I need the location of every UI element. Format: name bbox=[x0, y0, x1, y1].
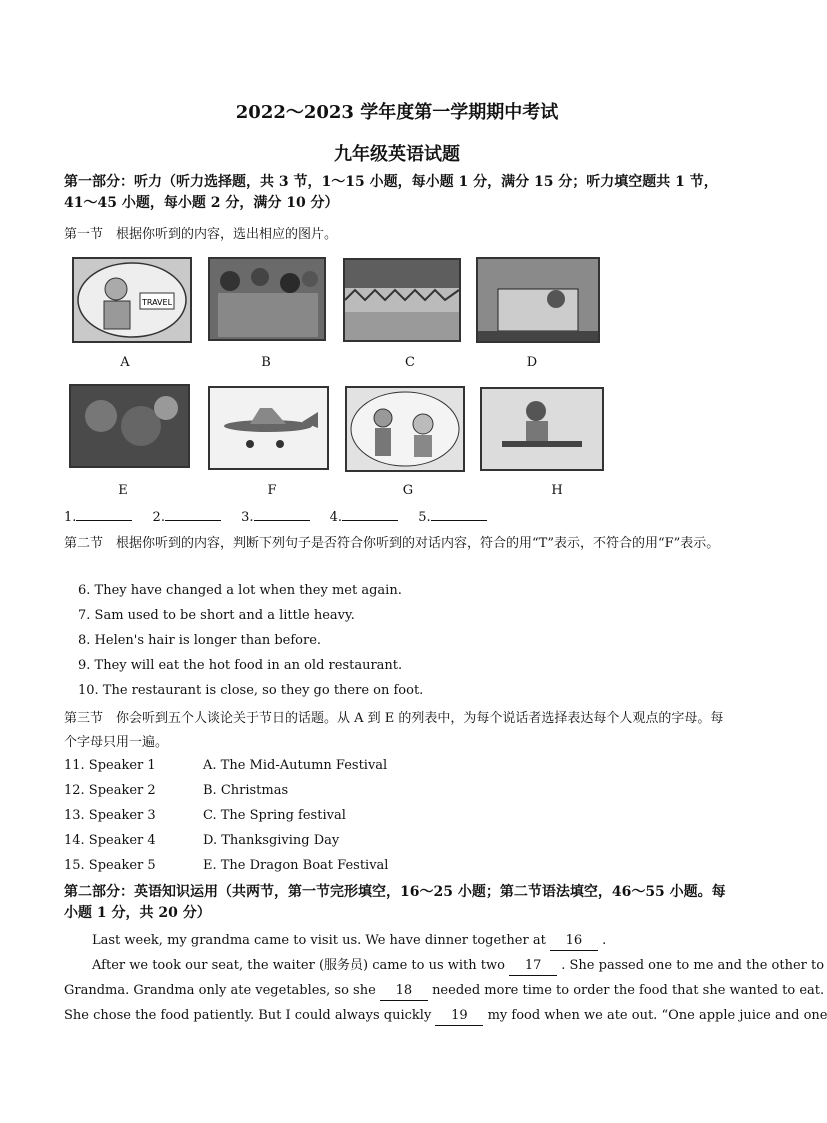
speaker-item: 11. Speaker 1 bbox=[64, 758, 156, 773]
speaker-item: 14. Speaker 4 bbox=[64, 833, 156, 848]
passage-line bbox=[64, 982, 824, 1001]
festival-option: C. The Spring festival bbox=[203, 808, 346, 823]
passage-text: needed more time to order the food that she wanted to eat. bbox=[432, 983, 825, 998]
passage-line bbox=[64, 1007, 827, 1026]
picture-b bbox=[208, 257, 326, 341]
picture-label-e: E bbox=[118, 483, 128, 498]
answer-blank[interactable] bbox=[254, 508, 310, 521]
blank-number: 4. bbox=[329, 510, 343, 525]
answer-blank[interactable] bbox=[431, 508, 487, 521]
answer-blank[interactable] bbox=[76, 508, 132, 521]
cloze-blank-19[interactable]: 19 bbox=[435, 1007, 483, 1026]
statement: 7. Sam used to be short and a little heavy. bbox=[78, 608, 355, 623]
speaker-item: 13. Speaker 3 bbox=[64, 808, 156, 823]
picture-label-h: H bbox=[551, 483, 563, 498]
picture-label-g: G bbox=[402, 483, 414, 498]
passage-line bbox=[92, 932, 606, 951]
picture-label-d: D bbox=[526, 355, 538, 370]
cloze-blank-17[interactable]: 17 bbox=[509, 957, 557, 976]
passage-text: . bbox=[602, 933, 607, 948]
picture-e bbox=[69, 384, 190, 468]
passage-text: Grandma. Grandma only ate vegetables, so she bbox=[64, 983, 376, 998]
answer-blanks bbox=[64, 508, 487, 527]
section1-instruction: 第一节 根据你听到的内容，选出相应的图片。 bbox=[64, 227, 338, 242]
picture-h bbox=[480, 387, 604, 471]
passage-text: After we took our seat, the waiter (服务员) came to us with two bbox=[92, 958, 505, 973]
speaker-item: 15. Speaker 5 bbox=[64, 858, 156, 873]
picture-f bbox=[208, 386, 329, 470]
picture-label-c: C bbox=[405, 355, 415, 370]
festival-option: B. Christmas bbox=[203, 783, 289, 798]
passage-line bbox=[92, 957, 824, 976]
passage-text: my food when we ate out. “One apple juice and one bbox=[487, 1008, 827, 1023]
picture-g bbox=[345, 386, 465, 472]
picture-label-f: F bbox=[267, 483, 277, 498]
festival-option: E. The Dragon Boat Festival bbox=[203, 858, 389, 873]
answer-blank[interactable] bbox=[165, 508, 221, 521]
section2-instruction: 第二节 根据你听到的内容，判断下列句子是否符合你听到的对话内容，符合的用“T”表示，不符合的用“F”表示。 bbox=[64, 536, 720, 551]
festival-option: A. The Mid-Autumn Festival bbox=[203, 758, 388, 773]
passage-text: Last week, my grandma came to visit us. We have dinner together at bbox=[92, 933, 546, 948]
picture-label-a: A bbox=[120, 355, 130, 370]
statement: 9. They will eat the hot food in an old restaurant. bbox=[78, 658, 403, 673]
blank-number: 2. bbox=[152, 510, 165, 525]
blank-number: 1. bbox=[64, 510, 77, 525]
speaker-item: 12. Speaker 2 bbox=[64, 783, 156, 798]
statement: 10. The restaurant is close, so they go there on foot. bbox=[78, 683, 424, 698]
part2-heading: 第二部分：英语知识运用（共两节，第一节完形填空，16～25 小题；第二节语法填空，46～55 小题。每小题 1 分，共 20 分） bbox=[64, 884, 726, 921]
picture-c bbox=[343, 258, 461, 342]
page-subtitle: 九年级英语试题 bbox=[334, 144, 460, 165]
picture-d bbox=[476, 257, 600, 343]
cloze-blank-18[interactable]: 18 bbox=[380, 982, 428, 1001]
blank-number: 5. bbox=[418, 510, 431, 525]
page-title: 2022～2023 学年度第一学期期中考试 bbox=[235, 102, 559, 123]
statement: 8. Helen's hair is longer than before. bbox=[78, 633, 322, 648]
section3-instruction: 第三节 你会听到五个人谈论关于节日的话题。从 A 到 E 的列表中，为每个说话者选择表达每个人观点的字母。每个字母只用一遍。 bbox=[64, 711, 724, 750]
passage-text: She chose the food patiently. But I could always quickly bbox=[64, 1008, 432, 1023]
blank-number: 3. bbox=[241, 510, 254, 525]
statement: 6. They have changed a lot when they met again. bbox=[78, 583, 402, 598]
cloze-blank-16[interactable]: 16 bbox=[550, 932, 598, 951]
part1-heading: 第一部分：听力（听力选择题，共 3 节，1～15 小题，每小题 1 分，满分 15 分；听力填空题共 1 节，41～45 小题，每小题 2 分，满分 10 分） bbox=[64, 174, 718, 211]
answer-blank[interactable] bbox=[342, 508, 398, 521]
passage-text: . She passed one to me and the other to bbox=[561, 958, 825, 973]
picture-a bbox=[72, 257, 192, 343]
picture-label-b: B bbox=[261, 355, 271, 370]
festival-option: D. Thanksgiving Day bbox=[203, 833, 340, 848]
travel-sign-text: TRAVEL bbox=[141, 298, 173, 307]
